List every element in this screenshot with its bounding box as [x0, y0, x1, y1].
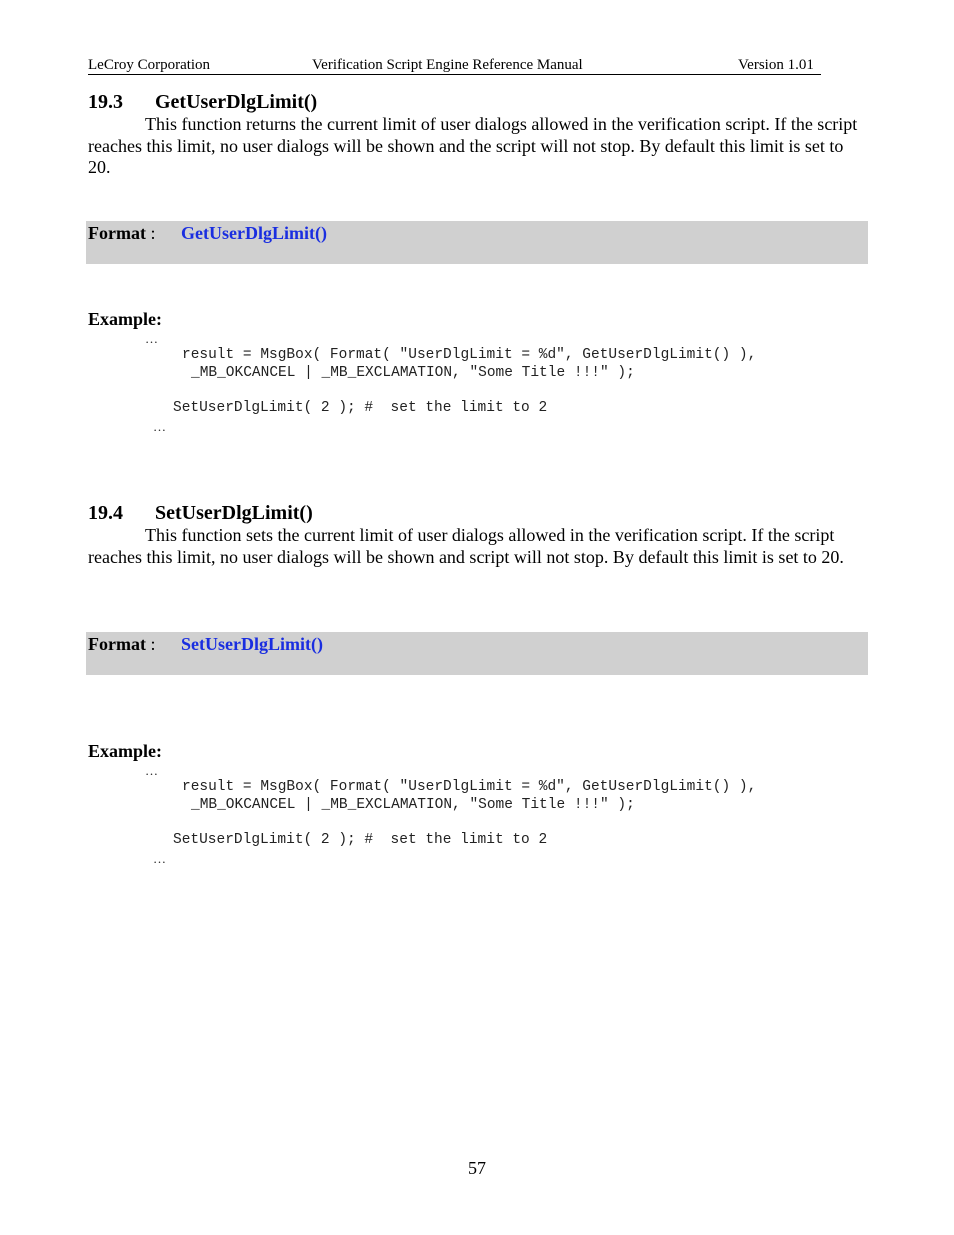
code-ellipsis-start: … — [145, 331, 158, 346]
code-line-3: SetUserDlgLimit( 2 ); # set the limit to 2 — [173, 832, 548, 848]
example-label: Example: — [88, 309, 162, 329]
format-value: GetUserDlgLimit() — [181, 223, 327, 243]
section-heading-19-4 — [88, 501, 313, 525]
format-label: Format : — [88, 223, 156, 243]
code-line-2: _MB_OKCANCEL | _MB_EXCLAMATION, "Some Title !!!" ); — [191, 797, 635, 813]
code-ellipsis-end: … — [153, 419, 166, 434]
code-line-1: result = MsgBox( Format( "UserDlgLimit = %d", GetUserDlgLimit() ), — [182, 347, 757, 363]
section-number: 19.4 — [88, 502, 123, 524]
code-line-3: SetUserDlgLimit( 2 ); # set the limit to 2 — [173, 400, 548, 416]
format-box — [86, 632, 868, 675]
page-number: 57 — [468, 1158, 486, 1178]
section-description: This function sets the current limit of user dialogs allowed in the verification script. If the script reaches this limit, no user dialogs will be shown and script will not stop. By default this limit is set to 20. — [88, 525, 844, 567]
section-number: 19.3 — [88, 91, 123, 113]
format-value: SetUserDlgLimit() — [181, 634, 323, 654]
section-title: GetUserDlgLimit() — [155, 91, 318, 113]
format-label: Format : — [88, 634, 156, 654]
example-label: Example: — [88, 741, 162, 761]
header-rule — [88, 74, 821, 75]
code-ellipsis-end: … — [153, 851, 166, 866]
header-company: LeCroy Corporation — [88, 57, 211, 73]
section-heading-19-3 — [88, 90, 317, 114]
header-title: Verification Script Engine Reference Manual — [312, 57, 583, 73]
code-ellipsis-start: … — [145, 763, 158, 778]
format-box — [86, 221, 868, 264]
code-line-2: _MB_OKCANCEL | _MB_EXCLAMATION, "Some Title !!!" ); — [191, 365, 635, 381]
header-version: Version 1.01 — [738, 57, 814, 73]
section-description: This function returns the current limit of user dialogs allowed in the verification script. If the script reaches this limit, no user dialogs will be shown and the script will not stop. By default this limit is set to 20. — [88, 114, 858, 177]
code-line-1: result = MsgBox( Format( "UserDlgLimit = %d", GetUserDlgLimit() ), — [182, 779, 757, 795]
section-title: SetUserDlgLimit() — [155, 502, 313, 524]
